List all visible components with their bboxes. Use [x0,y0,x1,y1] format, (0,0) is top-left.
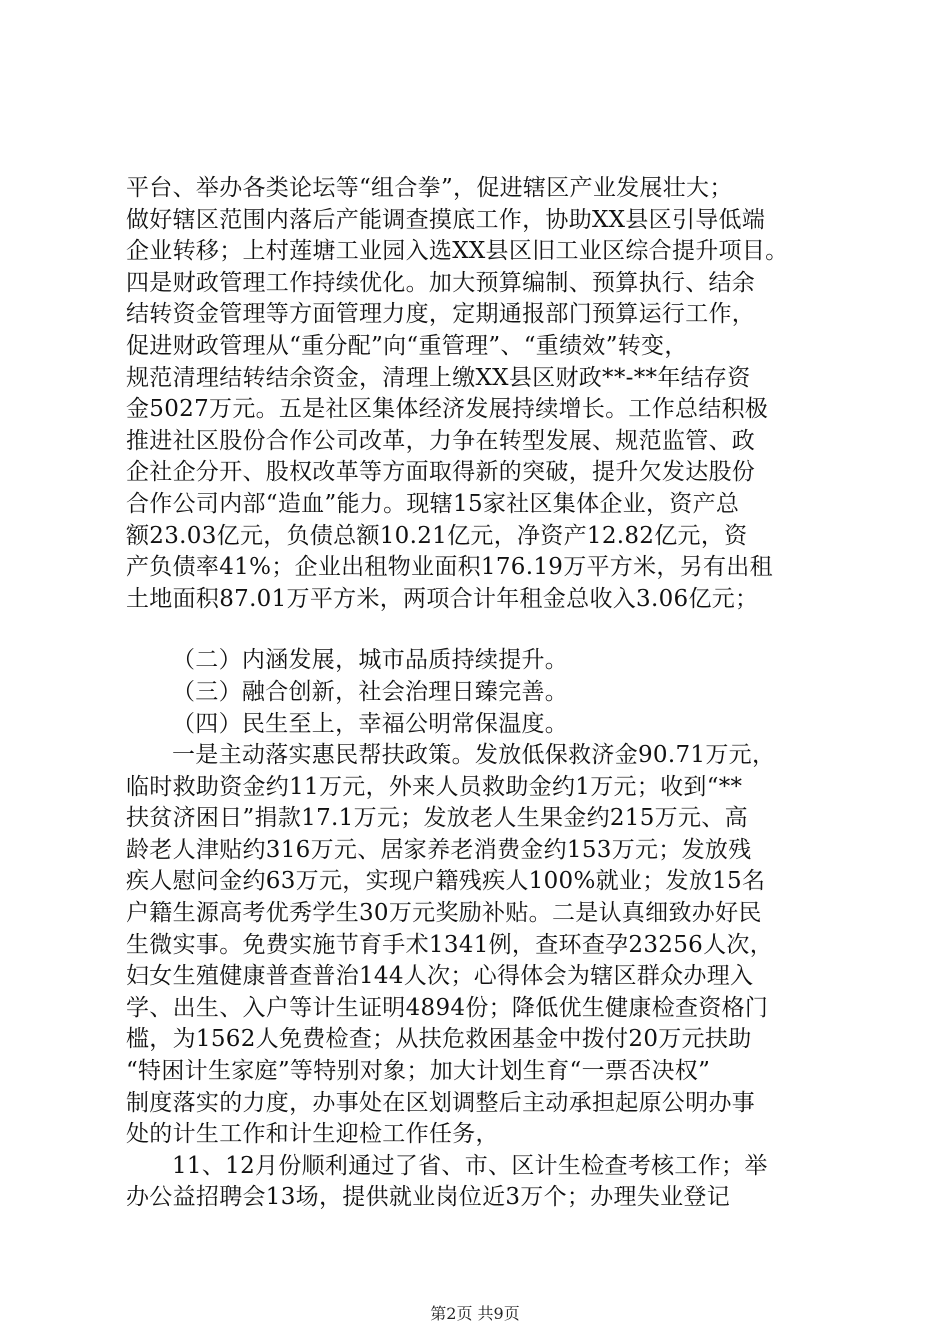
text-line: 一是主动落实惠民帮扶政策。发放低保救济金90.71万元， [172,742,776,769]
text-line: 推进社区股份合作公司改革，力争在转型发展、规范监管、政 [126,427,756,454]
text-line: 结转资金管理等方面管理力度，定期通报部门预算运行工作， [126,301,756,328]
text-line: 处的计生工作和计生迎检工作任务， [126,1121,499,1148]
text-line: 龄老人津贴约316万元、居家养老消费金约153万元；发放残 [126,836,752,863]
text-line: 做好辖区范围内落后产能调查摸底工作，协助XX县区引导低端 [126,206,766,233]
text-line: “特困计生家庭”等特别对象；加大计划生育“一票否决权” [126,1058,711,1085]
text-line: 平台、举办各类论坛等“组合拳”，促进辖区产业发展壮大； [126,175,733,201]
text-line: 临时救助资金约11万元，外来人员救助金约1万元；收到“** [126,773,743,800]
text-line: 金5027万元。五是社区集体经济发展持续增长。工作总结积极 [126,396,769,423]
paragraph-3 [126,1151,846,1214]
section-heading: （二）内涵发展，城市品质持续提升。 [172,647,569,674]
text-line: 办公益招聘会13场，提供就业岗位近3万个；办理失业登记 [126,1184,730,1211]
text-line: 促进财政管理从“重分配”向“重管理”、“重绩效”转变， [126,332,688,359]
text-line: 妇女生殖健康普查普治144人次；心得体会为辖区群众办理入 [126,963,754,990]
document-body [126,173,846,1214]
section-heading: （三）融合创新，社会治理日臻完善。 [172,678,569,705]
text-line: 学、出生、入户等计生证明4894份；降低优生健康检查资格门 [126,994,769,1021]
text-line: 户籍生源高考优秀学生30万元奖励补贴。二是认真细致办好民 [126,900,762,927]
section-headings [126,645,846,740]
text-line: 额23.03亿元，负债总额10.21亿元，净资产12.82亿元，资 [126,522,748,549]
text-line: 生微实事。免费实施节育手术1341例，查环查孕23256人次， [126,931,773,958]
text-line: 11、12月份顺利通过了省、市、区计生检查考核工作；举 [172,1152,768,1179]
text-line: 产负债率41%；企业出租物业面积176.19万平方米，另有出租 [126,554,773,581]
text-line: 槛，为1562人免费检查；从扶危救困基金中拨付20万元扶助 [126,1026,752,1053]
text-line: 合作公司内部“造血”能力。现辖15家社区集体企业，资产总 [126,490,740,517]
text-line: 规范清理结转结余资金，清理上缴XX县区财政**-**年结存资 [126,364,751,391]
paragraph-gap [126,615,846,645]
text-line: 土地面积87.01万平方米，两项合计年租金总收入3.06亿元； [126,585,759,612]
page-number-footer: 第2页 共9页 [430,1304,520,1323]
text-line: 疾人慰问金约63万元，实现户籍残疾人100%就业；发放15名 [126,868,766,895]
text-line: 扶贫济困日”捐款17.1万元；发放老人生果金约215万元、高 [126,805,748,832]
paragraph-2 [126,740,846,1151]
text-line: 制度落实的力度，办事处在区划调整后主动承担起原公明办事 [126,1089,756,1116]
paragraph-1 [126,173,846,615]
text-line: 四是财政管理工作持续优化。加大预算编制、预算执行、结余 [126,269,756,296]
text-line: 企业转移；上村莲塘工业园入选XX县区旧工业区综合提升项目。 [126,238,789,265]
text-line: 企社企分开、股权改革等方面取得新的突破，提升欠发达股份 [126,459,756,486]
section-heading: （四）民生至上，幸福公明常保温度。 [172,710,569,737]
